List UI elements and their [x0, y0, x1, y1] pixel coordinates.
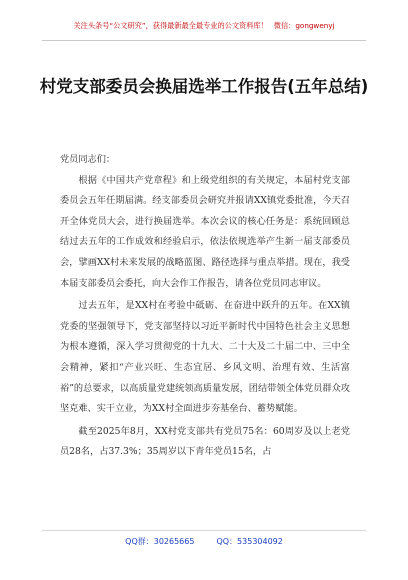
header-banner — [0, 18, 408, 34]
header-divider — [42, 40, 366, 41]
header-notice: 关注头条号“公文研究”，获得最新最全最专业的公文资料库！ — [73, 21, 268, 30]
footer-contact — [0, 534, 408, 550]
wechat-id: gongwenyj — [295, 21, 335, 30]
document-body — [60, 150, 350, 465]
salutation: 党员同志们： — [60, 154, 116, 165]
paragraph-membership: 截至2025年8月，XX村党支部共有党员75名：60周岁及以上老党员28名，占37.3%；35周岁以下青年党员15名，占 — [60, 425, 350, 458]
wechat-label: 微信： — [273, 21, 296, 30]
footer-qq: QQ：535304092 — [216, 537, 283, 546]
footer-divider — [42, 530, 366, 531]
footer-qq-group: QQ群：30265665 — [125, 537, 195, 546]
paragraph-review: 过去五年，是XX村在考验中砥砺、在奋进中跃升的五年。在XX镇党委的坚强领导下，党支部坚持以习近平新时代中国特色社会主义思想为根本遵循，深入学习贯彻党的十九大、二十大及二十届二中、三中全会精神，紧扣“产业兴旺、生态宜居、乡风文明、治理有效、生活富裕”的总要求，以高质量党建统领高质量发展，团结带领全体党员群众攻坚克难、实干立业，为XX村全面进步夯基垒台、蓄势赋能。 — [60, 300, 350, 415]
paragraph-intro: 根据《中国共产党章程》和上级党组织的有关规定，本届村党支部委员会五年任期届满。经支部委员会研究并报请XX镇党委批准，今天召开全体党员大会，进行换届选举。本次会议的核心任务是：系统回顾总结过去五年的工作成效和经验启示，依法依规选举产生新一届支部委员会，擘画XX村未来发展的战略蓝图、路径选择与重点举措。现在，我受本届支部委员会委托，向大会作工作报告，请各位党员同志审议。 — [60, 174, 350, 289]
document-title: 村党支部委员会换届选举工作报告(五年总结) — [39, 77, 369, 96]
